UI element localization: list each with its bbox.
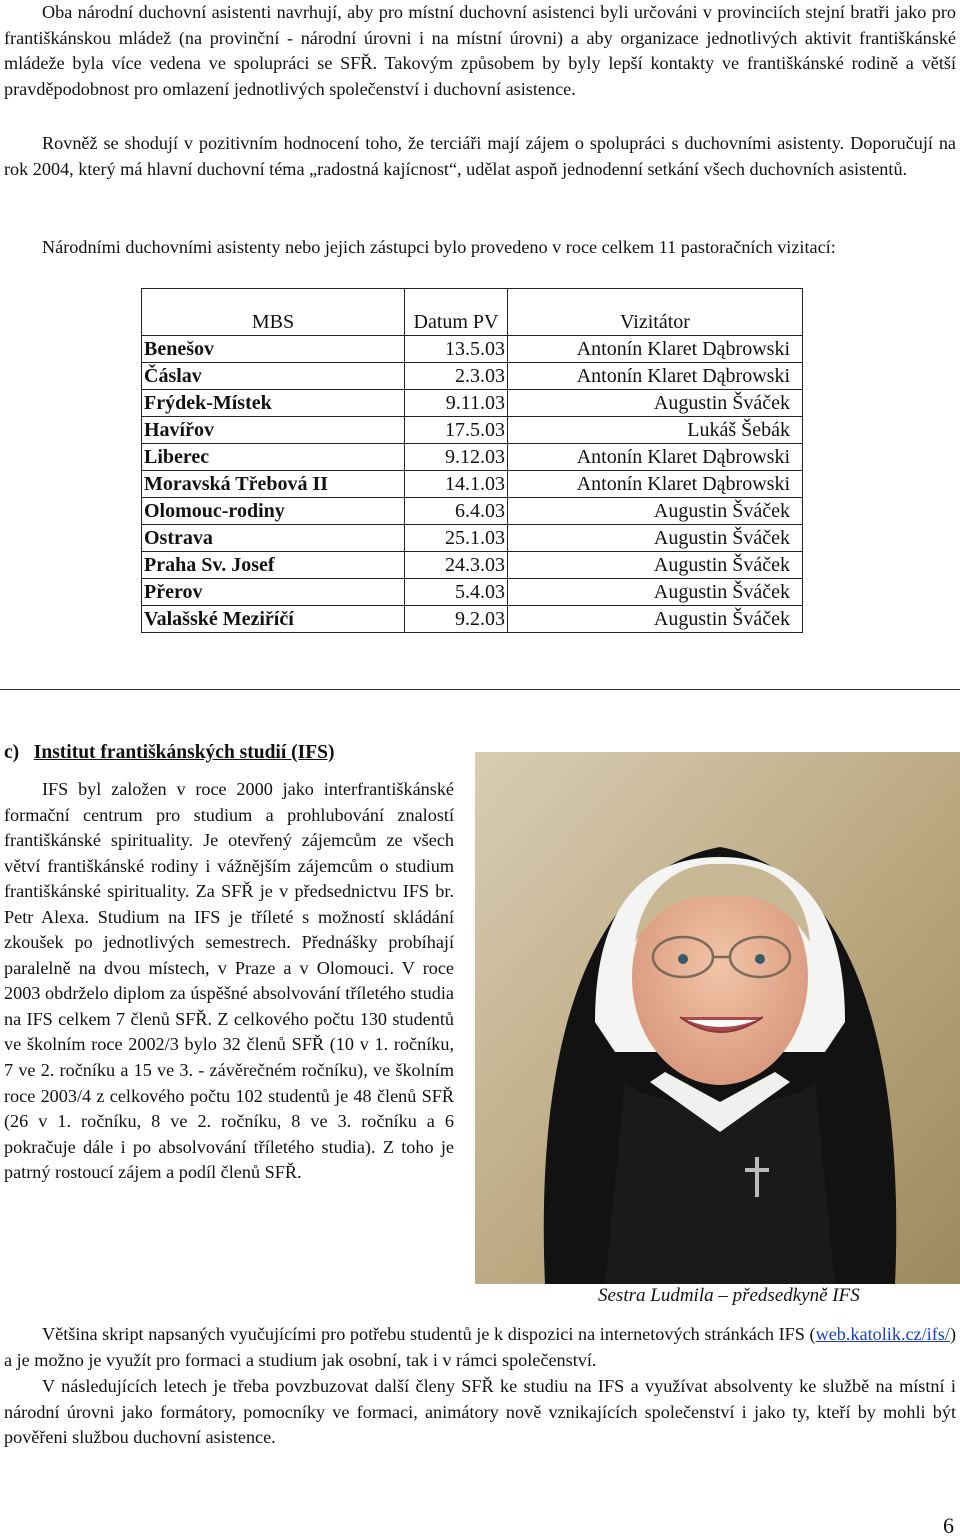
closing-p1-before: Většina skript napsaných vyučujícími pro potřebu studentů je k dispozici na internetových stránkách IFS (	[42, 1324, 816, 1344]
visitor-cell: Augustin Šváček	[508, 552, 803, 579]
date-cell: 24.3.03	[405, 552, 508, 579]
mbs-cell: Čáslav	[142, 363, 405, 390]
visitations-table	[141, 288, 803, 633]
date-cell: 9.2.03	[405, 606, 508, 633]
table-header-row	[142, 289, 803, 336]
photo-caption: Sestra Ludmila – předsedkyně IFS	[598, 1285, 860, 1306]
table-row	[142, 525, 803, 552]
table-row	[142, 606, 803, 633]
visitor-cell: Lukáš Šebák	[508, 417, 803, 444]
section-c-title: Institut františkánských studií (IFS)	[33, 742, 335, 763]
date-cell: 2.3.03	[405, 363, 508, 390]
visitor-cell: Antonín Klaret Dąbrowski	[508, 363, 803, 390]
date-cell: 6.4.03	[405, 498, 508, 525]
mbs-cell: Havířov	[142, 417, 405, 444]
visitor-cell: Antonín Klaret Dąbrowski	[508, 471, 803, 498]
date-cell: 14.1.03	[405, 471, 508, 498]
intro-paragraph-1: Oba národní duchovní asistenti navrhují, aby pro místní duchovní asistenci byli určováni v provinciích stejní bratři jako pro františkánskou mládež (na provinční - národní úrovni i na místní úrovni) a aby organizace jednotlivých aktivit františkánské mládeže byla více vedena ve spolupráci se SFŘ. Takovým způsobem by byly lepší kontakty ve františkánské rodině a větší pravděpodobnost pro omlazení jednotlivých společenství i duchovní asistence.	[4, 2, 956, 99]
visitor-cell: Antonín Klaret Dąbrowski	[508, 444, 803, 471]
mbs-cell: Přerov	[142, 579, 405, 606]
visitor-cell: Augustin Šváček	[508, 390, 803, 417]
date-cell: 5.4.03	[405, 579, 508, 606]
mbs-cell: Praha Sv. Josef	[142, 552, 405, 579]
table-row	[142, 579, 803, 606]
date-cell: 9.11.03	[405, 390, 508, 417]
intro-paragraph-2: Rovněž se shodují v pozitivním hodnocení toho, že terciáři mají zájem o spolupráci s duchovními asistenty. Doporučují na rok 2004, který má hlavní duchovní téma „radostná kajícnost“, udělat aspoň jednodenní setkání všech duchovních asistentů.	[4, 133, 956, 179]
table-row	[142, 471, 803, 498]
table-row	[142, 336, 803, 363]
section-c-prefix: c)	[4, 742, 20, 763]
mbs-cell: Frýdek-Místek	[142, 390, 405, 417]
section-c-heading	[4, 742, 334, 764]
date-cell: 13.5.03	[405, 336, 508, 363]
mbs-cell: Valašské Meziříčí	[142, 606, 405, 633]
table-row	[142, 498, 803, 525]
portrait-photo	[475, 752, 960, 1284]
portrait-photo-image	[475, 752, 960, 1284]
mbs-cell: Olomouc-rodiny	[142, 498, 405, 525]
header-date: Datum PV	[405, 289, 508, 336]
ifs-website-link[interactable]: web.katolik.cz/ifs/	[815, 1324, 950, 1344]
visitor-cell: Augustin Šváček	[508, 525, 803, 552]
header-mbs: MBS	[142, 289, 405, 336]
closing-paragraph-2: V následujících letech je třeba povzbuzovat další členy SFŘ ke studiu na IFS a využívat absolventy ke službě na místní i národní úrovni jako formátory, pomocníky ve formaci, animátory nově vznikajících společenství i jako ty, kteří by mohli být pověřeni službou duchovní asistence.	[4, 1376, 956, 1447]
visitor-cell: Augustin Šváček	[508, 579, 803, 606]
closing-paragraph-1	[4, 1322, 956, 1373]
mbs-cell: Benešov	[142, 336, 405, 363]
table-row	[142, 552, 803, 579]
mbs-cell: Liberec	[142, 444, 405, 471]
intro-paragraph-3: Národními duchovními asistenty nebo jejich zástupci bylo provedeno v roce celkem 11 pastoračních vizitací:	[42, 237, 836, 257]
table-row	[142, 363, 803, 390]
table-row	[142, 390, 803, 417]
closing-p1-after: ) a je možno je využít pro formaci a studium jak osobní, tak i v rámci společenství.	[4, 1324, 956, 1370]
horizontal-divider	[0, 689, 960, 690]
date-cell: 17.5.03	[405, 417, 508, 444]
visitor-cell: Augustin Šváček	[508, 498, 803, 525]
table-row	[142, 444, 803, 471]
mbs-cell: Ostrava	[142, 525, 405, 552]
header-visitor: Vizitátor	[508, 289, 803, 336]
visitor-cell: Antonín Klaret Dąbrowski	[508, 336, 803, 363]
page-number: 6	[943, 1513, 954, 1538]
table-row	[142, 417, 803, 444]
ifs-description: IFS byl založen v roce 2000 jako interfrantiškánské formační centrum pro studium a prohlubování znalostí františkánské spirituality. Je otevřený zájemcům ze všech větví františkánské rodiny i vážnějším zájemcům o studium františkánské spirituality. Za SFŘ je v předsednictvu IFS br. Petr Alexa. Studium na IFS je tříleté s možností skládání zkoušek po jednotlivých semestrech. Přednášky probíhají paralelně na dvou místech, v Praze a v Olomouci. V roce 2003 obdrželo diplom za úspěšné absolvování tříletého studia na IFS celkem 7 členů SFŘ. Z celkového počtu 130 studentů ve školním roce 2002/3 bylo 32 členů SFŘ (10 v 1. ročníku, 7 ve 2. ročníku a 15 ve 3. - závěrečném ročníku), ve školním roce 2003/4 z celkového počtu 102 studentů je 48 členů SFŘ (26 v 1. ročníku, 8 ve 2. ročníku, 8 ve 3. ročníku a 6 pokračuje dále i po absolvování tříletého studia). Z toho je patrný rostoucí zájem a podíl členů SFŘ.	[4, 779, 454, 1183]
visitor-cell: Augustin Šváček	[508, 606, 803, 633]
date-cell: 9.12.03	[405, 444, 508, 471]
date-cell: 25.1.03	[405, 525, 508, 552]
mbs-cell: Moravská Třebová II	[142, 471, 405, 498]
